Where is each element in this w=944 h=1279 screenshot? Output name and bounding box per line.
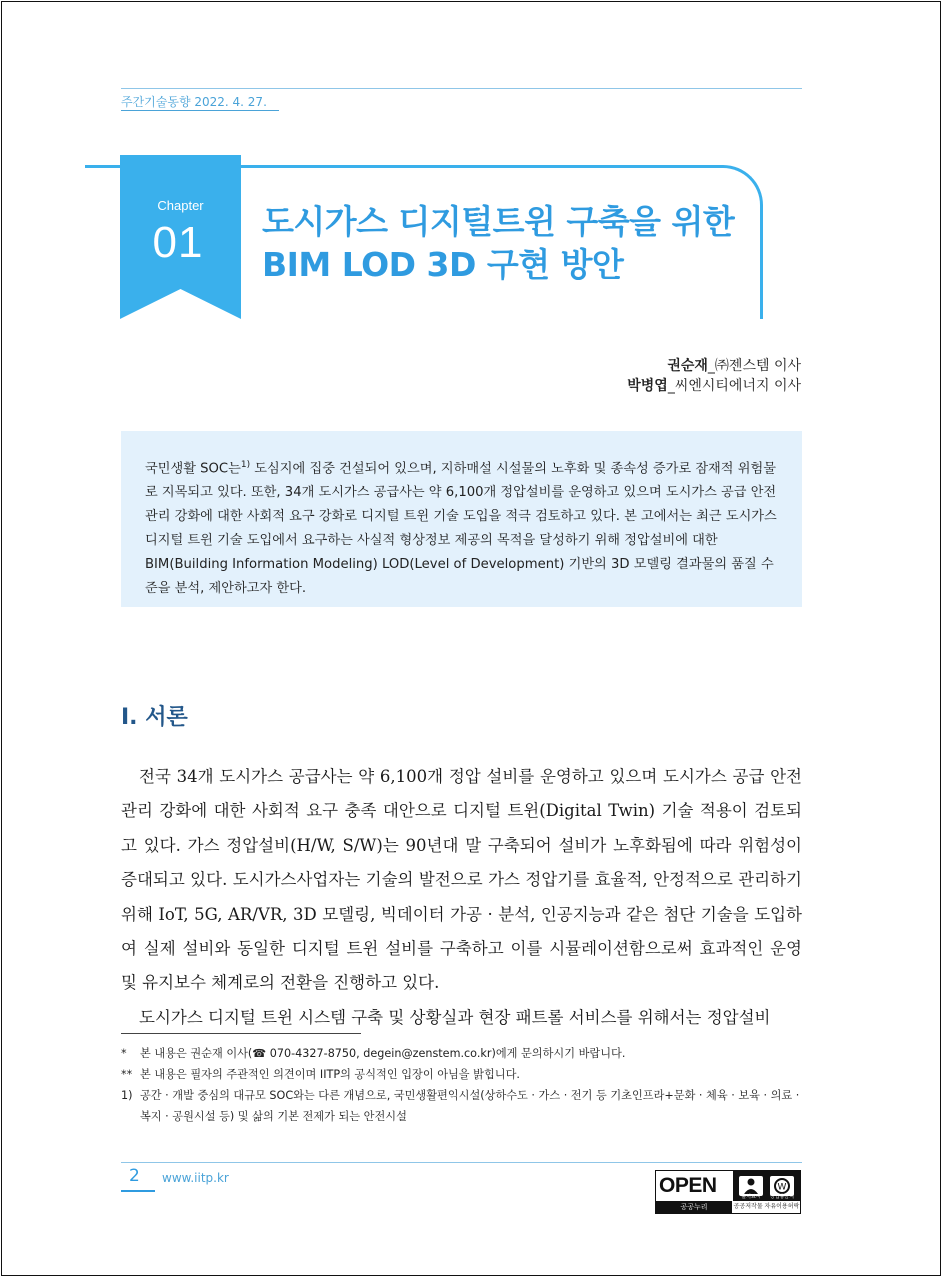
author-name: 박병엽 (627, 378, 668, 394)
author-list (627, 356, 801, 396)
author-affiliation: _씨엔시티에너지 이사 (667, 378, 801, 394)
footnote-text: 본 내용은 필자의 주관적인 의견이며 IITP의 공식적인 입장이 아님을 밝힙니다. (140, 1068, 520, 1081)
author-name: 권순재 (667, 358, 708, 374)
author-1 (627, 356, 801, 376)
abstract-text-start: 국민생활 SOC는 (145, 461, 241, 477)
running-header: 주간기술동향 2022. 4. 27. (121, 95, 267, 109)
footnote-mark: * (121, 1047, 127, 1060)
footnote (121, 1085, 802, 1127)
footnote-text: 공간 · 개발 중심의 대규모 SOC와는 다른 개념으로, 국민생활편익시설(상하수도 · 가스 · 전기 등 기초인프라+문화 · 체육 · 보육 · 의료 · 복지 · 공원시설 등) 및 삶의 기본 전제가 되는 안전시설 (140, 1089, 800, 1123)
footnote-text: 본 내용은 권순재 이사(☎ 070-4327-8750, degein@zenstem.co.kr)에게 문의하시기 바랍니다. (140, 1047, 626, 1060)
website-link[interactable]: www.iitp.kr (162, 1171, 229, 1185)
title-line-1: 도시가스 디지털트윈 구축을 위한 (262, 202, 735, 241)
author-affiliation: _㈜젠스템 이사 (707, 358, 801, 374)
abstract-box (121, 431, 802, 607)
open-caption: 공공누리 (656, 1201, 732, 1213)
noncommercial-label: 상업용금지 (769, 1194, 795, 1200)
paragraph: 전국 34개 도시가스 공급사는 약 6,100개 정압 설비를 운영하고 있으며 도시가스 공급 안전관리 강화에 대한 사회적 요구 충족 대안으로 디지털 트윈(Digital Twin) 기술 적용이 검토되고 있다. 가스 정압설비(H/W, S/W)는 90년대 말 구축되어 설비가 노후화됨에 따라 위험성이 증대되고 있다. 도시가스사업자는 기술의 발전으로 가스 정압기를 효율적, 안정적으로 관리하기 위해 IoT, 5G, AR/VR, 3D 모델링, 빅데이터 가공 · 분석, 인공지능과 같은 첨단 기술을 도입하여 실제 설비와 동일한 디지털 트윈 설비를 구축하고 이를 시뮬레이션함으로써 효과적인 운영 및 유지보수 체계로의 전환을 진행하고 있다. (121, 767, 802, 993)
footnote-mark: 1) (121, 1089, 133, 1102)
page-number: 2 (129, 1166, 140, 1186)
header-rule (121, 88, 802, 89)
footnote (121, 1064, 802, 1085)
author-2 (627, 376, 801, 396)
body-text (121, 760, 802, 1035)
abstract-text-rest: 도심지에 집중 건설되어 있으며, 지하매설 시설물의 노후화 및 종속성 증가로 잠재적 위험물로 지목되고 있다. 또한, 34개 도시가스 공급사는 약 6,100개 정압설비를 운영하고 있으며 도시가스 공급 안전관리 강화에 대한 사회적 요구 강화로 디지털 트윈 기술 도입을 적극 검토하고 있다. 본 고에서는 최근 도시가스 디지털 트윈 기술 도입에서 요구하는 사실적 형상정보 제공의 목적을 달성하기 위해 정압설비에 대한 BIM(Building Information Modeling) LOD(Level of Development) 기반의 3D 모델링 결과물의 품질 수준을 분석, 제안하고자 한다. (145, 461, 777, 597)
abstract-text (145, 453, 780, 601)
footnotes (121, 1043, 802, 1127)
article-title (262, 200, 782, 286)
chapter-frame-line-left (85, 165, 121, 168)
license-conditions (733, 1171, 800, 1213)
svg-text:W: W (777, 1182, 787, 1193)
open-logo (656, 1171, 732, 1213)
kogl-open-license-badge (655, 1170, 801, 1214)
attribution-label: 출처표시 (741, 1194, 761, 1200)
footnote-mark: ** (121, 1068, 133, 1081)
footnote-ref[interactable]: 1) (240, 460, 251, 470)
title-line-2: BIM LOD 3D 구현 방안 (262, 245, 624, 284)
footer-rule (121, 1162, 802, 1163)
paragraph: 도시가스 디지털 트윈 시스템 구축 및 상황실과 현장 패트롤 서비스를 위해서는 정압설비 (139, 1007, 771, 1027)
footnote-rule (121, 1033, 361, 1034)
section-heading: I. 서론 (121, 705, 188, 730)
footnote (121, 1043, 802, 1064)
header-underline (121, 110, 279, 111)
chapter-number: 01 (152, 218, 204, 267)
license-caption: 공공저작물 자유이용허락 (733, 1201, 800, 1213)
open-wordmark: OPEN (659, 1174, 717, 1197)
page-number-underline (121, 1190, 155, 1192)
chapter-label: Chapter (157, 198, 204, 213)
